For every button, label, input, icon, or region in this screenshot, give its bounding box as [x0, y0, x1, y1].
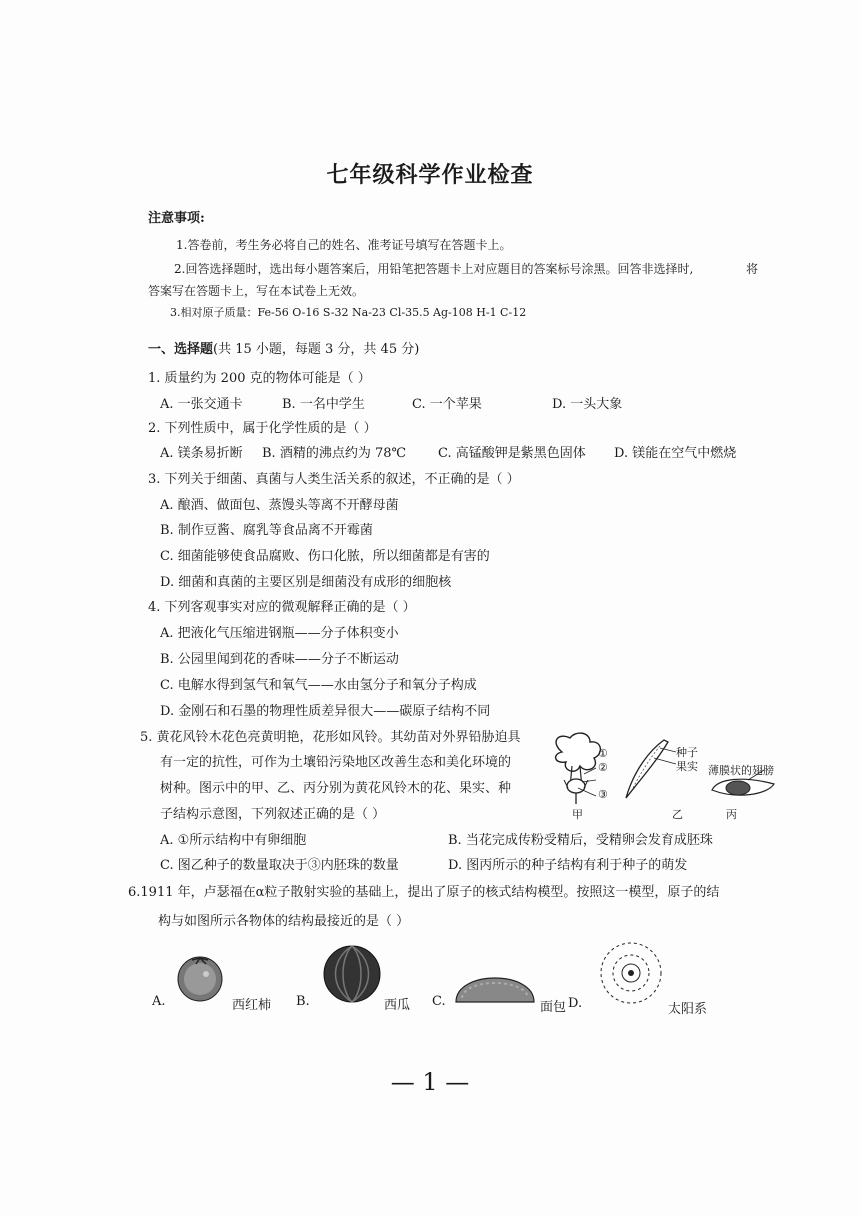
section-rule: (共 15 小题，每题 3 分，共 45 分): [213, 342, 420, 357]
notice-item-1: 1.答卷前，考生务必将自己的姓名、准考证号填写在答题卡上。: [176, 238, 512, 252]
q3-stem: 3. 下列关于细菌、真菌与人类生活关系的叙述，不正确的是（ ）: [148, 472, 520, 487]
solar-system-image: [596, 940, 666, 1006]
label-fruit: 果实: [676, 760, 698, 773]
q3-option-c: C. 细菌能够使食品腐败、伤口化脓，所以细菌都是有害的: [160, 549, 490, 564]
q6-stem-line-1: 6.1911 年，卢瑟福在α粒子散射实验的基础上，提出了原子的核式结构模型。按照这一模型，原子的结: [128, 885, 720, 900]
q3-option-d: D. 细菌和真菌的主要区别是细菌没有成形的细胞核: [160, 575, 452, 590]
q6-option-b-letter: B.: [296, 994, 310, 1009]
section-title: 一、选择题: [148, 342, 214, 357]
label-circled-1: ①: [598, 747, 608, 760]
q2-option-b: B. 酒精的沸点约为 78℃: [262, 446, 407, 461]
q1-option-d: D. 一头大象: [552, 397, 623, 412]
q5-stem-line-3: 树种。图示中的甲、乙、丙分别为黄花风铃木的花、果实、种: [160, 781, 512, 796]
label-yi: 乙: [672, 808, 683, 821]
q5-option-c: C. 图乙种子的数量取决于③内胚珠的数量: [160, 858, 399, 873]
notice-item-2-line-1: 2.回答选择题时，选出每小题答案后，用铅笔把答题卡上对应题目的答案标号涂黑。回答非选择时,: [174, 262, 694, 276]
q1-option-a: A. 一张交通卡: [160, 397, 243, 412]
q5-stem-line-1: 5. 黄花风铃木花色亮黄明艳，花形如风铃。其幼苗对外界铅胁迫具: [140, 730, 521, 745]
q6-option-c-label: 面包: [540, 1000, 567, 1015]
label-circled-2: ②: [598, 761, 608, 774]
section-heading: [148, 338, 419, 357]
q2-stem: 2. 下列性质中，属于化学性质的是（ ）: [148, 421, 377, 436]
q5-option-a: A. ①所示结构中有卵细胞: [160, 833, 307, 848]
label-jia: 甲: [572, 808, 583, 821]
label-circled-3: ③: [598, 788, 608, 801]
q6-option-a-letter: A.: [152, 994, 166, 1009]
q3-option-a: A. 酿酒、做面包、蒸馒头等离不开酵母菌: [160, 498, 399, 513]
q4-option-c: C. 电解水得到氢气和氧气——水由氢分子和氧分子构成: [160, 678, 477, 693]
q6-option-b-label: 西瓜: [384, 998, 411, 1013]
q4-option-d: D. 金刚石和石墨的物理性质差异很大——碳原子结构不同: [160, 704, 491, 719]
notice-item-3: 3.相对原子质量：Fe-56 O-16 S-32 Na-23 Cl-35.5 Ag-108 H-1 C-12: [170, 306, 527, 319]
q6-option-d-label: 太阳系: [668, 1002, 708, 1017]
page-title: 七年级科学作业检查: [326, 162, 534, 188]
q6-option-c-letter: C.: [432, 994, 446, 1009]
q3-option-b: B. 制作豆酱、腐乳等食品离不开霉菌: [160, 523, 373, 538]
q1-option-b: B. 一名中学生: [282, 397, 365, 412]
tomato-image: [176, 952, 224, 1004]
notice-heading: 注意事项:: [148, 211, 205, 226]
fruit-diagram: [620, 736, 680, 804]
q1-stem: 1. 质量约为 200 克的物体可能是（ ）: [148, 371, 371, 386]
q4-option-b: B. 公园里闻到花的香味——分子不断运动: [160, 652, 399, 667]
q6-stem-line-2: 构与如图所示各物体的结构最接近的是（ ）: [158, 914, 410, 929]
q5-stem-line-2: 有一定的抗性，可作为土壤铅污染地区改善生态和美化环境的: [160, 755, 512, 770]
notice-item-2-line-1-end: 将: [746, 262, 759, 276]
label-seed: 种子: [676, 746, 698, 759]
q2-option-c: C. 高锰酸钾是紫黑色固体: [438, 446, 586, 461]
label-bing: 丙: [726, 808, 737, 821]
label-membrane-wing: 薄膜状的翅膀: [708, 764, 774, 777]
q2-option-a: A. 镁条易折断: [160, 446, 243, 461]
q4-option-a: A. 把液化气压缩进钢瓶——分子体积变小: [160, 626, 399, 641]
bread-image: [454, 960, 536, 1004]
q6-option-a-label: 西红柿: [232, 998, 272, 1013]
q4-stem: 4. 下列客观事实对应的微观解释正确的是（ ）: [148, 600, 416, 615]
q5-option-b: B. 当花完成传粉受精后，受精卵会发育成胚珠: [448, 833, 713, 848]
watermelon-image: [322, 944, 382, 1004]
q6-option-d-letter: D.: [568, 996, 583, 1011]
q1-option-c: C. 一个苹果: [412, 397, 482, 412]
page-number: — 1 —: [390, 1068, 470, 1096]
q2-option-d: D. 镁能在空气中燃烧: [614, 446, 737, 461]
q5-stem-line-4: 子结构示意图，下列叙述正确的是（ ）: [160, 807, 386, 822]
notice-item-2-line-2: 答案写在答题卡上，写在本试卷上无效。: [148, 284, 365, 298]
q5-option-d: D. 图丙所示的种子结构有利于种子的萌发: [448, 858, 688, 873]
